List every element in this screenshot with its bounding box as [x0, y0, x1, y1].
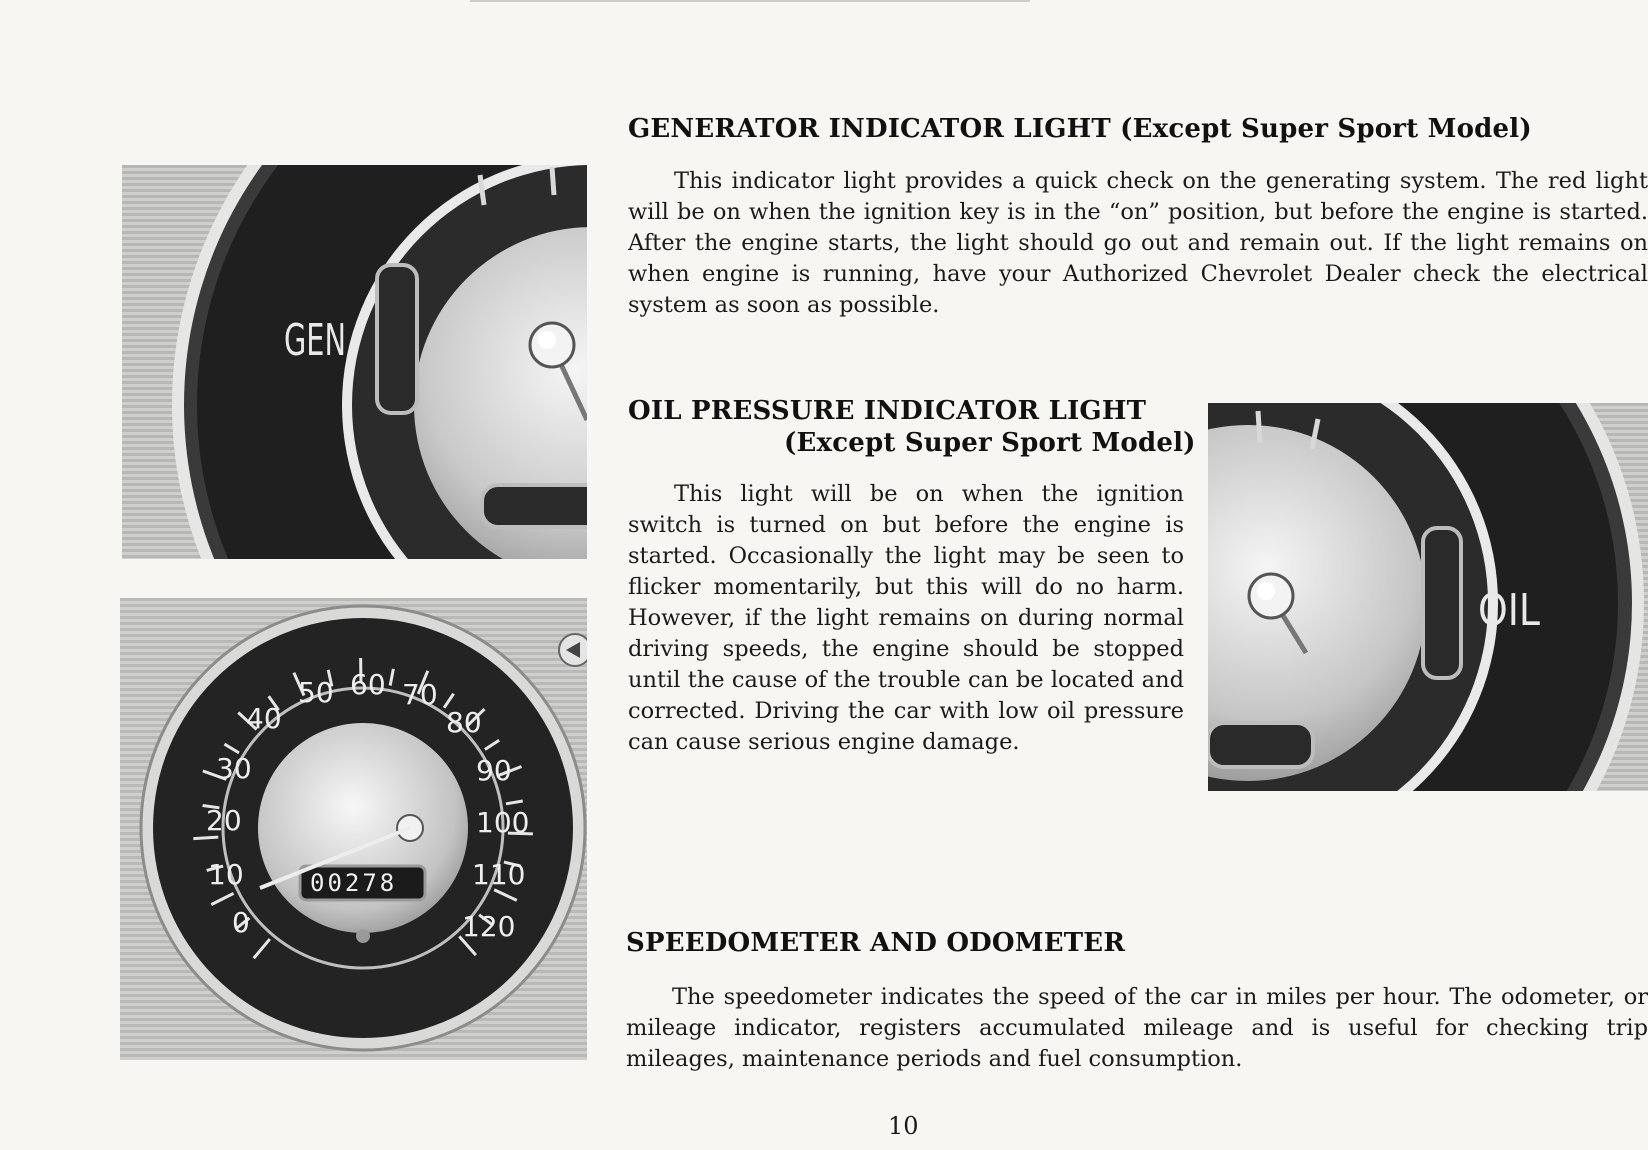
dial-number-50: 50 [298, 676, 334, 709]
gen-gauge-photo [122, 165, 587, 559]
page-number: 10 [888, 1112, 919, 1140]
dial-number-110: 110 [472, 858, 526, 891]
dial-number-30: 30 [216, 752, 252, 785]
odometer-reading: 00278 [310, 869, 398, 897]
dial-number-0: 0 [232, 906, 250, 939]
dial-number-100: 100 [476, 806, 530, 839]
oil-pressure-heading-line2: (Except Super Sport Model) [784, 428, 1196, 458]
speedometer-photo [120, 598, 587, 1060]
oil-pressure-body: This light will be on when the ignition switch is turned on but before the engine is started. Occasionally the light may be seen to flicker momentarily, but this will do no harm. However, if the light remains on during normal driving speeds, the engine should be stopped until the cause of the trouble can be located and corrected. Driving the car with low oil pressure can cause serious engine damage. [628, 481, 1184, 755]
dial-number-80: 80 [446, 706, 482, 739]
oil-gauge-photo [1208, 403, 1648, 791]
dial-number-70: 70 [402, 678, 438, 711]
generator-heading: GENERATOR INDICATOR LIGHT (Except Super Sport Model) [628, 114, 1532, 144]
dial-number-90: 90 [476, 754, 512, 787]
dial-number-40: 40 [246, 702, 282, 735]
oil-pressure-heading-line1: OIL PRESSURE INDICATOR LIGHT [628, 396, 1147, 426]
oil-label: OIL [1478, 585, 1541, 636]
scan-top-edge [470, 0, 1030, 2]
gen-label: GEN [284, 315, 346, 366]
dial-number-10: 10 [208, 858, 244, 891]
dial-number-20: 20 [206, 804, 242, 837]
speed-tick [193, 837, 218, 839]
dial-number-120: 120 [462, 910, 516, 943]
generator-body: This indicator light provides a quick check on the generating system. The red light will be on when the ignition key is in the “on” position, but before the engine is started. After the engine starts, the light should go out and remain out. If the light remains on when engine is running, have your Authorized Chevrolet Dealer check the electrical system as soon as possible. [628, 168, 1648, 318]
speedometer-body: The speedometer indicates the speed of the car in miles per hour. The odometer, or mileage indicator, registers accumulated mileage and is useful for checking trip mileages, maintenance periods and fuel consumption. [626, 984, 1648, 1072]
dial-number-60: 60 [350, 668, 386, 701]
speedometer-heading: SPEEDOMETER AND ODOMETER [626, 928, 1126, 958]
